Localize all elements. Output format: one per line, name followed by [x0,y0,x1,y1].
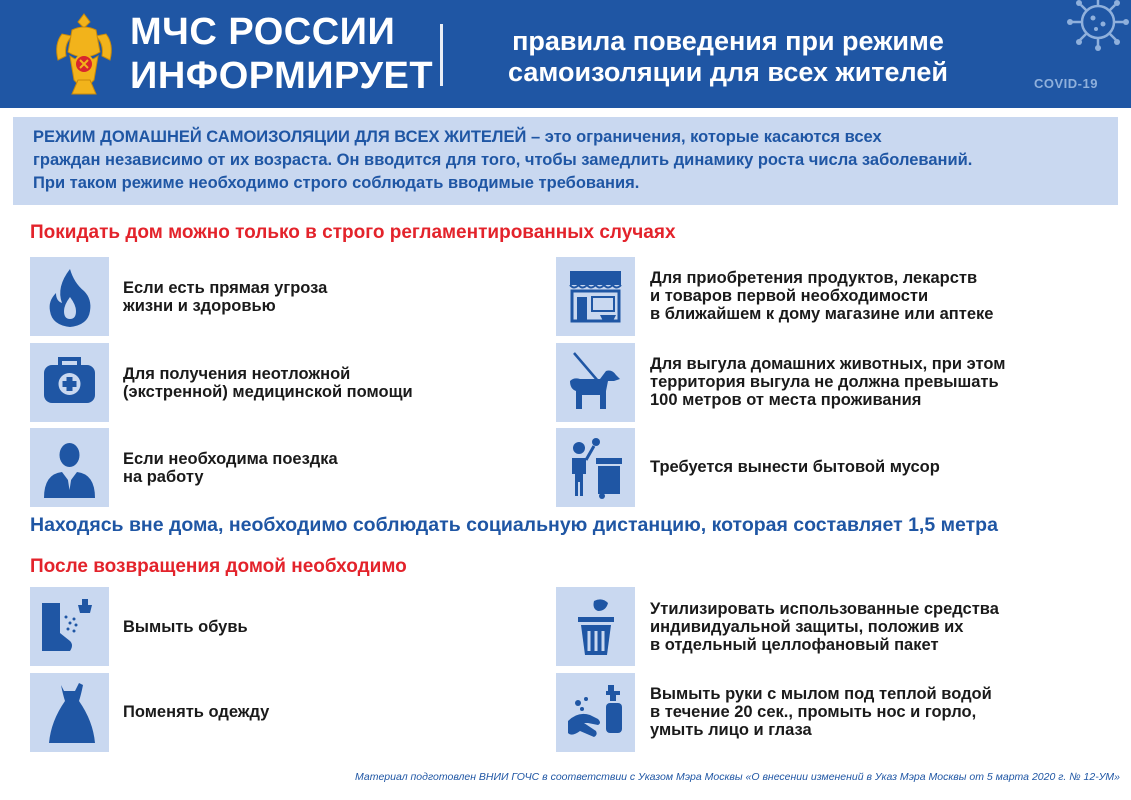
s1-left-item2-line2: (экстренной) медицинской помощи [123,383,413,401]
fire-icon [30,257,109,336]
medical-kit-icon [30,343,109,422]
hand-wash-icon [556,673,635,752]
s2-left-item1-text [123,618,248,636]
store-tile [556,257,635,336]
s2-right-item2-line1: Вымыть руки с мылом под теплой водой [650,685,992,703]
s1-right-item1-line3: в ближайшем к дому магазине или аптеке [650,305,994,323]
header-subtitle [478,26,978,88]
dress-icon [30,673,109,752]
s1-left-item2-line1: Для получения неотложной [123,365,351,383]
footer-source-note: Материал подготовлен ВНИИ ГОЧС в соответствии с Указом Мэра Москвы «О внесении изменений в Указ Мэра Москвы от 5 марта 2020 г. № 12-УМ» [355,771,1120,783]
s2-left-item2-line1: Поменять одежду [123,703,270,721]
dress-tile [30,673,109,752]
dog-walk-icon [556,343,635,422]
covid-tag: COVID-19 [1034,76,1098,91]
s2-right-item2-line3: умыть лицо и глаза [650,721,812,739]
mchs-emblem-icon [52,12,116,98]
s2-right-item2-line2: в течение 20 сек., промыть нос и горло, [650,703,977,721]
s1-right-item1-line2: и товаров первой необходимости [650,287,929,305]
intro-line1: РЕЖИМ ДОМАШНЕЙ САМОИЗОЛЯЦИИ ДЛЯ ВСЕХ ЖИТЕЛЕЙ – это ограничения, которые касаются всех [33,128,882,146]
header-banner [0,0,1131,108]
boot-spray-tile [30,587,109,666]
intro-box [13,117,1118,205]
section2-title: После возвращения домой необходимо [30,556,407,577]
boot-spray-icon [30,587,109,666]
intro-line3: При таком режиме необходимо строго соблюдать вводимые требования. [33,174,640,192]
header-divider [440,24,443,86]
trash-tile [556,428,635,507]
s2-right-item1-line1: Утилизировать использованные средства [650,600,999,618]
s2-right-item1-text [650,600,999,654]
mask-disposal-icon [556,587,635,666]
s2-right-item1-line3: в отдельный целлофановый пакет [650,636,939,654]
intro-line2: граждан независимо от их возраста. Он вводится для того, чтобы замедлить динамику роста числа заболеваний. [33,151,973,169]
s1-left-item3-text [123,450,338,486]
medical-kit-tile [30,343,109,422]
s1-right-item3-line1: Требуется вынести бытовой мусор [650,458,940,476]
mask-disposal-tile [556,587,635,666]
s1-left-item2-text [123,365,413,401]
s2-right-item2-text [650,685,992,739]
s1-left-item1-line1: Если есть прямая угроза [123,279,328,297]
s1-right-item2-line3: 100 метров от места проживания [650,391,922,409]
worker-tile [30,428,109,507]
section1-title: Покидать дом можно только в строго регламентированных случаях [30,222,676,243]
s1-right-item2-line1: Для выгула домашних животных, при этом [650,355,1006,373]
hand-wash-tile [556,673,635,752]
virus-icon [1060,0,1131,62]
s1-left-item3-line2: на работу [123,468,204,486]
s1-left-item1-text [123,279,327,315]
fire-tile [30,257,109,336]
s2-left-item2-text [123,703,269,721]
s1-right-item1-text [650,269,993,323]
header-title-line2: ИНФОРМИРУЕТ [130,55,434,97]
s1-right-item2-line2: территория выгула не должна превышать [650,373,999,391]
s1-left-item1-line2: жизни и здоровью [123,297,276,315]
s1-left-item3-line1: Если необходима поездка [123,450,338,468]
header-subtitle-line1: правила поведения при режиме [512,26,944,56]
s1-right-item3-text [650,458,940,476]
s2-left-item1-line1: Вымыть обувь [123,618,248,636]
store-icon [556,257,635,336]
social-distance-note: Находясь вне дома, необходимо соблюдать социальную дистанцию, которая составляет 1,5 метра [30,514,998,536]
trash-bin-icon [556,428,635,507]
s1-right-item2-text [650,355,1005,409]
s2-right-item1-line2: индивидуальной защиты, положив их [650,618,964,636]
worker-icon [30,428,109,507]
header-subtitle-line2: самоизоляции для всех жителей [508,57,948,87]
header-title [130,10,433,98]
s1-right-item1-line1: Для приобретения продуктов, лекарств [650,269,978,287]
header-title-line1: МЧС РОССИИ [130,11,396,53]
dog-walk-tile [556,343,635,422]
